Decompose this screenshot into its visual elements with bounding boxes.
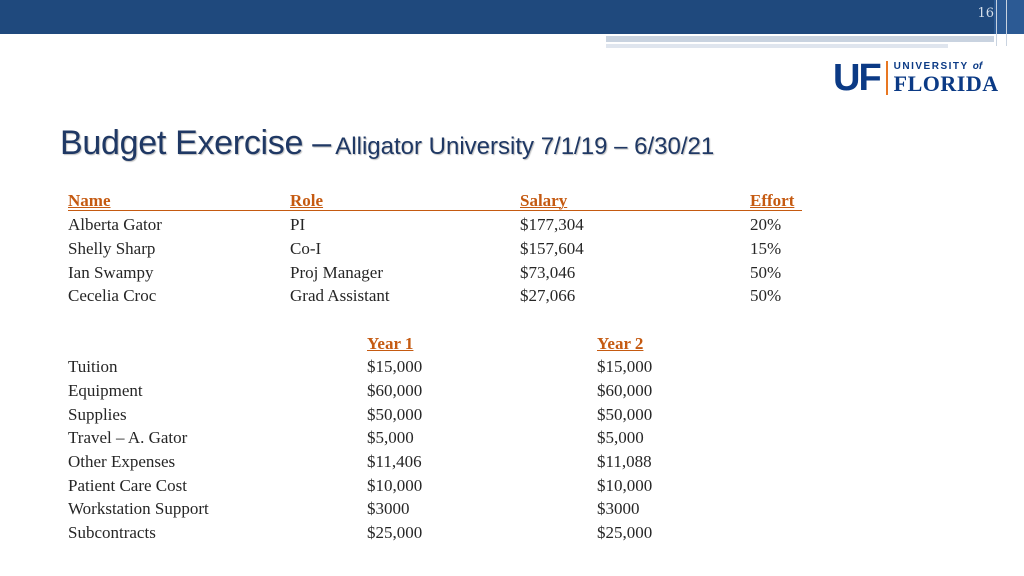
- person-effort: 20%: [750, 215, 782, 234]
- budget-year-1-amount: $50,000: [367, 405, 423, 424]
- column-header-effort: Effort: [750, 191, 795, 210]
- table-row: [0, 452, 1024, 476]
- decorative-vertical-line: [996, 0, 997, 46]
- budget-year-2-amount: $10,000: [597, 476, 653, 495]
- budget-year-2-amount: $25,000: [597, 523, 653, 542]
- table-row: [0, 476, 1024, 500]
- budget-header-row: [0, 334, 1024, 358]
- logo-wordmark: [894, 62, 999, 95]
- decorative-vertical-line: [1006, 0, 1007, 46]
- logo-uf-mark: UF: [833, 57, 880, 99]
- person-salary: $177,304: [520, 215, 584, 234]
- decorative-accent-line: [606, 36, 994, 42]
- slide-title-subtitle: Alligator University 7/1/19 – 6/30/21: [335, 133, 715, 160]
- column-header-year-1: Year 1: [367, 334, 414, 353]
- top-banner-corner: [994, 0, 1024, 34]
- table-row: [0, 215, 1024, 239]
- budget-year-2-amount: $3000: [597, 499, 640, 518]
- university-of-florida-logo: [833, 57, 999, 99]
- slide-number: 16: [977, 6, 994, 21]
- logo-divider: [886, 61, 888, 95]
- personnel-header-row: [0, 191, 1024, 215]
- table-row: [0, 499, 1024, 523]
- table-row: [0, 357, 1024, 381]
- table-row: [0, 263, 1024, 287]
- budget-category: Workstation Support: [68, 499, 209, 518]
- budget-category: Tuition: [68, 357, 118, 376]
- budget-year-1-amount: $60,000: [367, 381, 423, 400]
- column-header-year-2: Year 2: [597, 334, 644, 353]
- person-name: Cecelia Croc: [68, 286, 157, 305]
- budget-year-2-amount: $50,000: [597, 405, 653, 424]
- person-name: Shelly Sharp: [68, 239, 156, 258]
- table-row: [0, 381, 1024, 405]
- person-name: Alberta Gator: [68, 215, 162, 234]
- budget-year-1-amount: $25,000: [367, 523, 423, 542]
- column-header-salary: Salary: [520, 191, 568, 210]
- budget-year-1-amount: $10,000: [367, 476, 423, 495]
- table-row: [0, 239, 1024, 263]
- budget-category: Travel – A. Gator: [68, 428, 188, 447]
- budget-year-1-amount: $11,406: [367, 452, 422, 471]
- slide-title: [60, 124, 714, 163]
- budget-year-2-amount: $11,088: [597, 452, 652, 471]
- column-header-name: Name: [68, 191, 111, 210]
- budget-category: Subcontracts: [68, 523, 156, 542]
- person-effort: 50%: [750, 263, 782, 282]
- budget-year-2-amount: $15,000: [597, 357, 653, 376]
- budget-year-1-amount: $3000: [367, 499, 410, 518]
- budget-category: Patient Care Cost: [68, 476, 187, 495]
- budget-year-2-amount: $60,000: [597, 381, 653, 400]
- person-effort: 50%: [750, 286, 782, 305]
- table-row: [0, 523, 1024, 547]
- column-header-role: Role: [290, 191, 324, 210]
- slide-title-main: Budget Exercise –: [60, 124, 331, 162]
- logo-university-word: UNIVERSITY: [893, 60, 969, 72]
- table-row: [0, 405, 1024, 429]
- budget-category: Equipment: [68, 381, 143, 400]
- person-effort: 15%: [750, 239, 782, 258]
- budget-year-1-amount: $15,000: [367, 357, 423, 376]
- top-banner: [0, 0, 994, 34]
- logo-university-text: [894, 62, 999, 72]
- budget-year-1-amount: $5,000: [367, 428, 414, 447]
- budget-category: Supplies: [68, 405, 127, 424]
- person-role: Proj Manager: [290, 263, 384, 282]
- budget-category: Other Expenses: [68, 452, 176, 471]
- person-name: Ian Swampy: [68, 263, 154, 282]
- person-salary: $73,046: [520, 263, 576, 282]
- person-salary: $27,066: [520, 286, 576, 305]
- logo-florida-text: FLORIDA: [893, 70, 999, 96]
- table-row: [0, 286, 1024, 310]
- table-row: [0, 428, 1024, 452]
- budget-year-2-amount: $5,000: [597, 428, 644, 447]
- person-salary: $157,604: [520, 239, 584, 258]
- person-role: PI: [290, 215, 306, 234]
- logo-of-word: of: [972, 60, 983, 72]
- decorative-accent-line: [606, 44, 948, 48]
- person-role: Grad Assistant: [290, 286, 390, 305]
- person-role: Co-I: [290, 239, 322, 258]
